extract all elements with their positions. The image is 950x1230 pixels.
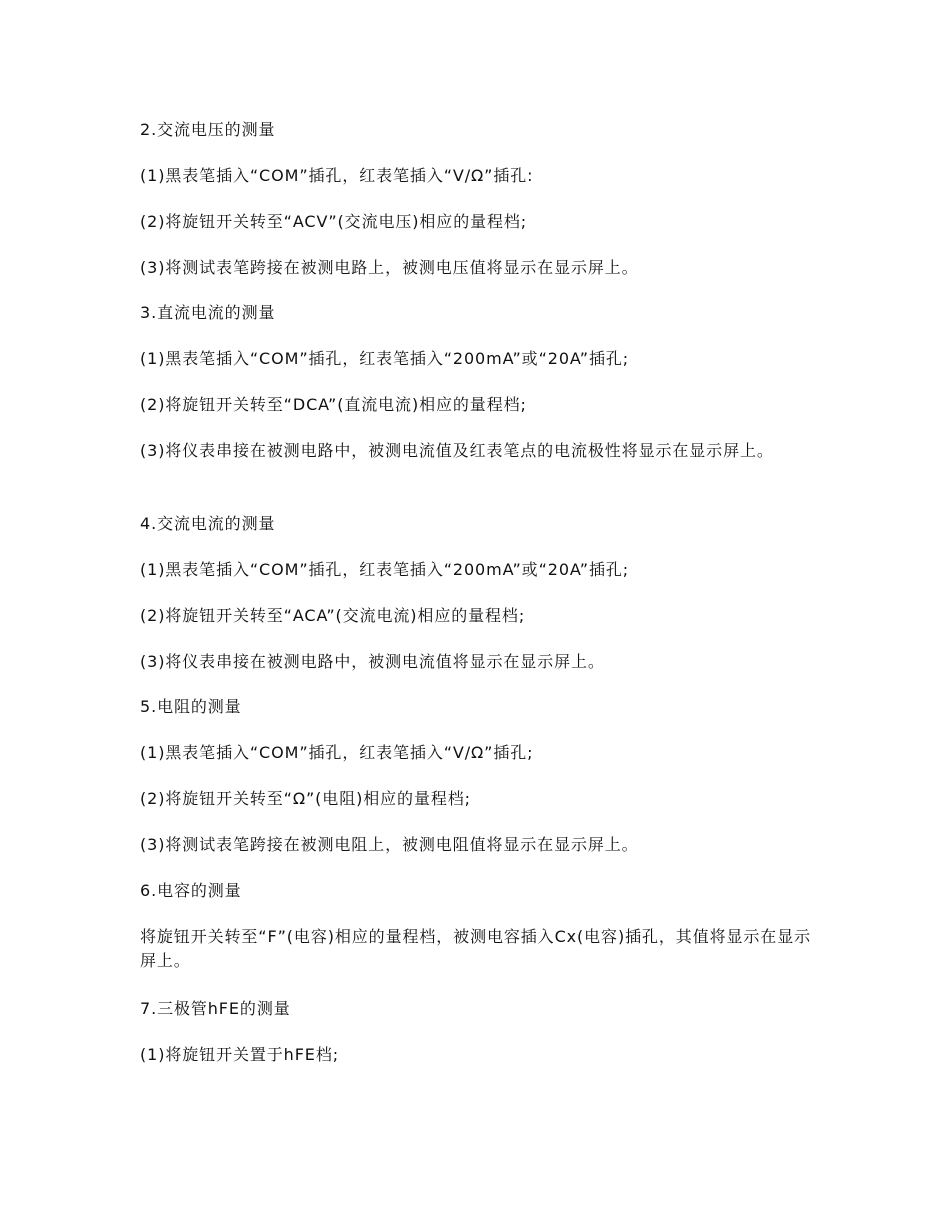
section-heading-ac-voltage: 2.交流电压的测量 xyxy=(140,120,276,139)
step-text: (1)黑表笔插入“COM”插孔，红表笔插入“200mA”或“20A”插孔; xyxy=(140,560,630,579)
step-text: (2)将旋钮开关转至“ACV”(交流电压)相应的量程档; xyxy=(140,212,528,231)
step-text: (2)将旋钮开关转至“DCA”(直流电流)相应的量程档; xyxy=(140,395,527,414)
step-text: (2)将旋钮开关转至“Ω”(电阻)相应的量程档; xyxy=(140,789,471,808)
section-heading-resistance: 5.电阻的测量 xyxy=(140,697,242,716)
section-heading-capacitance: 6.电容的测量 xyxy=(140,881,242,900)
section-heading-dc-current: 3.直流电流的测量 xyxy=(140,303,276,322)
step-text: (3)将测试表笔跨接在被测电阻上，被测电阻值将显示在显示屏上。 xyxy=(140,835,639,854)
section-heading-ac-current: 4.交流电流的测量 xyxy=(140,514,276,533)
step-text: (1)黑表笔插入“COM”插孔，红表笔插入“V/Ω”插孔: xyxy=(140,166,534,185)
step-text: (2)将旋钮开关转至“ACA”(交流电流)相应的量程档; xyxy=(140,606,526,625)
step-text: (1)黑表笔插入“COM”插孔，红表笔插入“V/Ω”插孔; xyxy=(140,743,534,762)
section-heading-transistor-hfe: 7.三极管hFE的测量 xyxy=(140,999,291,1018)
step-text: (3)将仪表串接在被测电路中，被测电流值将显示在显示屏上。 xyxy=(140,652,605,671)
paragraph-text: 将旋钮开关转至“F”(电容)相应的量程档，被测电容插入Cx(电容)插孔，其值将显示在显示屏上。 xyxy=(140,927,811,970)
step-text: (3)将测试表笔跨接在被测电路上，被测电压值将显示在显示屏上。 xyxy=(140,258,639,277)
step-text: (3)将仪表串接在被测电路中，被测电流值及红表笔点的电流极性将显示在显示屏上。 xyxy=(140,441,774,460)
step-text: (1)黑表笔插入“COM”插孔，红表笔插入“200mA”或“20A”插孔; xyxy=(140,349,630,368)
step-text: (1)将旋钮开关置于hFE档; xyxy=(140,1045,340,1064)
